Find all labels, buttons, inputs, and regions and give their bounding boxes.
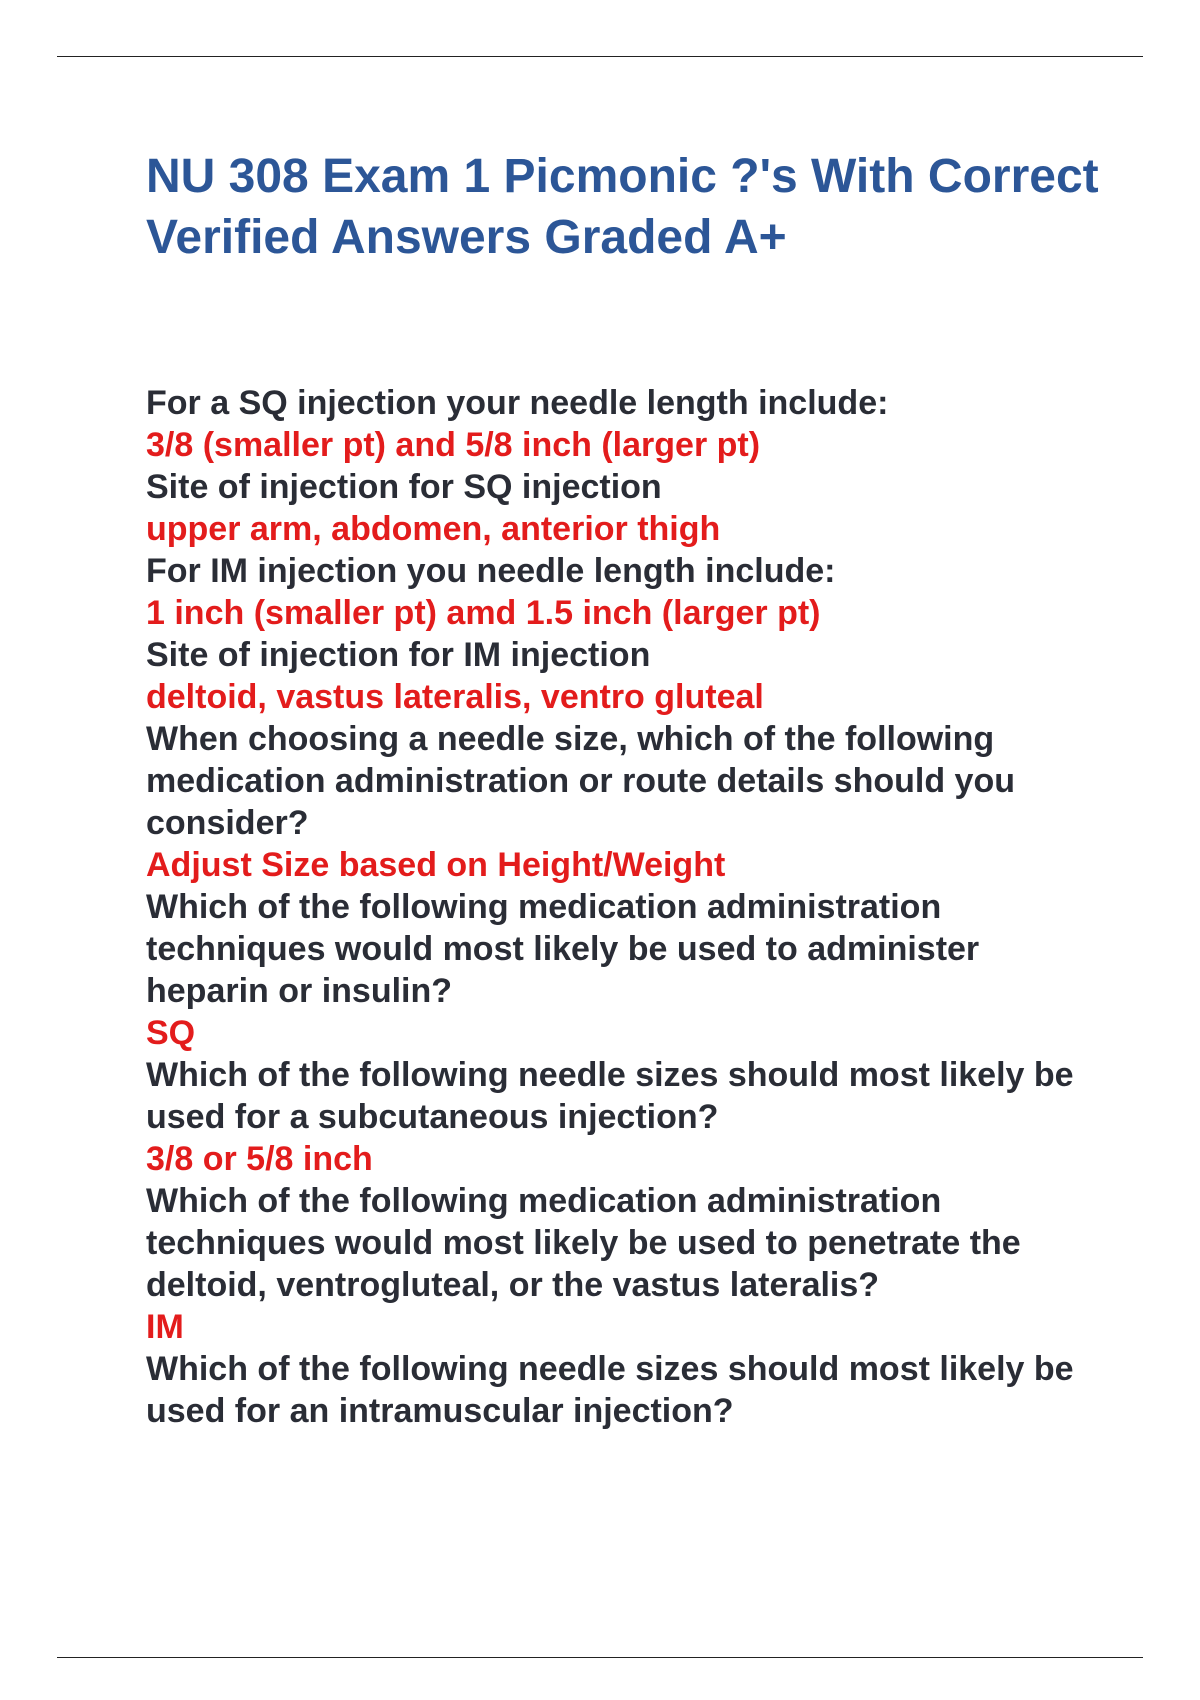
qa-item [146, 1054, 1106, 1180]
answer-text: Adjust Size based on Height/Weight [146, 846, 726, 884]
answer-text: upper arm, abdomen, anterior thigh [146, 510, 721, 548]
question-text: For IM injection you needle length include: [146, 552, 836, 590]
qa-item [146, 1180, 1106, 1348]
qa-item [146, 382, 1106, 466]
qa-item [146, 550, 1106, 634]
question-text: For a SQ injection your needle length include: [146, 384, 889, 422]
qa-item [146, 718, 1106, 886]
answer-text: 1 inch (smaller pt) amd 1.5 inch (larger pt) [146, 594, 821, 632]
question-text: When choosing a needle size, which of the following medication administration or route details should you consider? [146, 720, 1015, 842]
question-text: Site of injection for SQ injection [146, 468, 662, 506]
question-text: Site of injection for IM injection [146, 636, 651, 674]
question-text: Which of the following needle sizes should most likely be used for a subcutaneous injection? [146, 1056, 1074, 1136]
question-text: Which of the following medication administration techniques would most likely be used to penetrate the deltoid, ventrogluteal, or the vastus lateralis? [146, 1182, 1021, 1304]
qa-item [146, 466, 1106, 550]
answer-text: 3/8 or 5/8 inch [146, 1140, 373, 1178]
question-text: Which of the following needle sizes should most likely be used for an intramuscular injection? [146, 1350, 1074, 1430]
footer-rule [57, 1657, 1143, 1658]
answer-text: deltoid, vastus lateralis, ventro gluteal [146, 678, 764, 716]
header-rule [57, 56, 1143, 57]
question-text: Which of the following medication administration techniques would most likely be used to administer heparin or insulin? [146, 888, 980, 1010]
answer-text: IM [146, 1308, 184, 1346]
answer-text: SQ [146, 1014, 196, 1052]
qa-item [146, 1348, 1106, 1432]
qa-item [146, 634, 1106, 718]
document-title: NU 308 Exam 1 Picmonic ?'s With Correct Verified Answers Graded A+ [146, 150, 1099, 264]
qa-list [146, 382, 1106, 1432]
qa-item [146, 886, 1106, 1054]
answer-text: 3/8 (smaller pt) and 5/8 inch (larger pt) [146, 426, 761, 464]
